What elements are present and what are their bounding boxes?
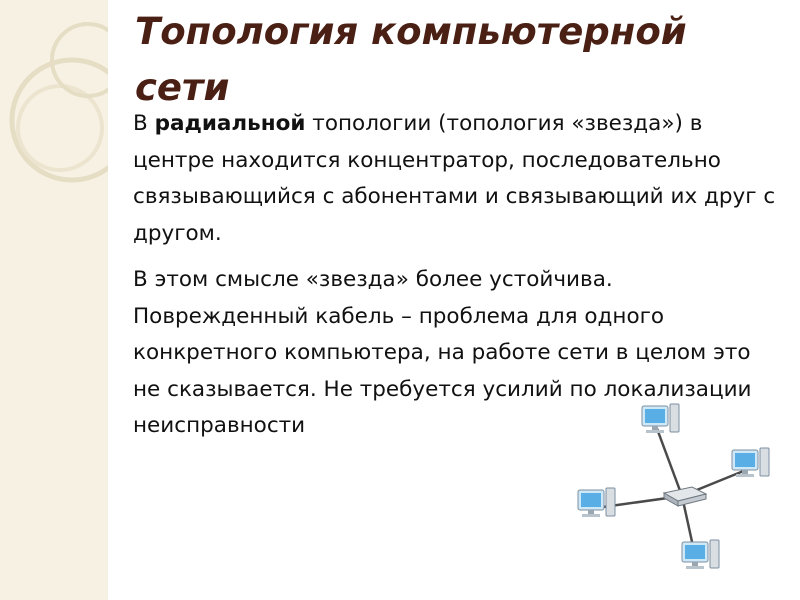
- computer-icon: [642, 404, 679, 433]
- computer-icon: [578, 488, 615, 517]
- paragraph1-bold-term: радиальной: [154, 111, 306, 136]
- cable-top: [656, 426, 682, 496]
- computer-icon: [682, 540, 719, 569]
- decorative-sidebar: [0, 0, 108, 600]
- slide-title: Топология компьютерной сети: [135, 10, 687, 109]
- paragraph-star-reliability: В этом смысле «звезда» более устойчива. Поврежденный кабель – проблема для одного конкретного компьютера, на работе сети в целом это не сказывается. Не требуется усилий по локализации неисправности: [133, 267, 752, 438]
- paragraph1-rest: топологии (топология «звезда») в центре находится концентратор, последовательно связывающийся с абонентами и связывающий их друг с другом.: [133, 111, 776, 246]
- paragraph-radial-topology: [133, 106, 783, 252]
- star-network-illustration: [560, 400, 800, 600]
- paragraph1-lead: В: [133, 111, 155, 136]
